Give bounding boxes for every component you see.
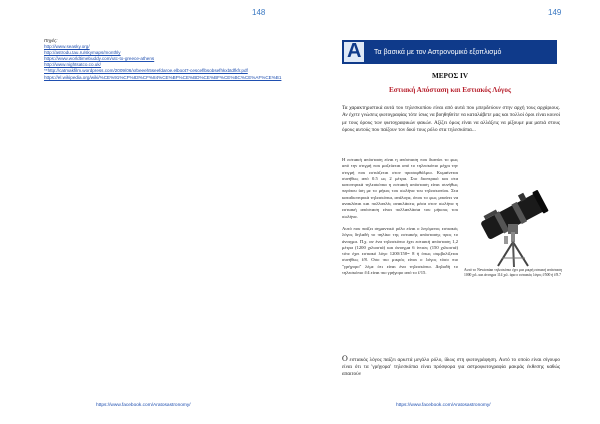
sources-heading: Πηγές: (44, 38, 58, 43)
source-link[interactable]: http://www.nightsatco.co.uk/ (44, 62, 101, 68)
footer-link-right[interactable]: https://www.facebook.com/Aratosastronomy/ (396, 403, 491, 408)
source-link[interactable]: https://www.worldtimebuddy.com/utc-to-greece-athens (44, 56, 155, 62)
source-link[interactable]: http://www.seasky.org/ (44, 44, 90, 50)
part-heading: ΜΕΡΟΣ IV (431, 72, 469, 80)
sources-list (44, 38, 282, 81)
page-number-right: 149 (548, 8, 562, 17)
right-page (300, 0, 600, 424)
banner-title: Τα βασικά με τον Αστρονομικό εξοπλισμό (374, 48, 502, 56)
source-link[interactable]: **http://catmakfilm.wordpress.com/2009/06/xrbeeeh5seefdaroe.elboot7-cesceflbsobsefhkxbtdfkfr.pdf (44, 68, 248, 74)
paragraph-focal-ratio: Αυτό που παίζει σημαντικό ρόλο είναι ο λεγόμενος εστιακός λόγος δηλαδή το πηλίκο της εστιακής απόστασης προς το άνοιγμα. Π.χ. αν ένα τηλεσκόπιο έχει εστιακή απόσταση 1,2 μέτρα (1200 χιλιοστά) και άνοιγμα 6 ίντσες (150 χιλιοστά) τότε έχει εστιακό λόγο 1200/150= 8 ή όπως συμβολίζεται συνήθως f/8. Οσο πιο μικρός είναι ο λόγος τόσο πιο "γρήγορο" λέμε ότι είναι ένα τηλεσκόπιο. Δηλαδή το τηλεσκόπιο f/4 είναι πιο γρήγορο από το f/15. (342, 225, 458, 276)
section-banner (342, 40, 557, 64)
article-title: Εστιακή Απόσταση και Εστιακός Λόγος (388, 86, 512, 94)
aratos-logo-icon (344, 42, 364, 62)
source-link[interactable]: https://el.wikipedia.org/wiki/%CE%91%CF%83%CF%84%CE%BF%CE%BD%CE%BF%CE%BC%CE%AF%CE%B1 (44, 74, 282, 80)
drop-cap: Ο (342, 354, 348, 363)
telescope-illustration-icon (468, 178, 560, 268)
bottom-paragraph-text: εστιακός λόγος παίζει αρκετά μεγάλο ρόλο, ίδιως στη φωτογράφηση. Αυτό το οποίο είναι σίγουρο είναι ότι τα 'γρήγορα' τηλεσκόπια είναι πρόσφορα για αστροφωτογραφία μακράς έκθεσης καθώς απαιτούν (342, 357, 560, 378)
logo-letter: A (347, 40, 362, 62)
intro-paragraph: Τα χαρακτηριστικά αυτά του τηλεσκοπίου είναι από αυτά που μπερδεύουν στην αρχή τους αρχάριους. Αν έχετε γνώσεις φωτογραφίας τότε ίσως να βοηθηθείτε να καταλάβετε μας και πολλοί όροι είναι κοινοί με τους όρους των φωτογραφικών φακών. Αξίζει όμως είναι να αλλάξεις να ρίξουμε μια ματιά στους όρους αυτούς που παίζουν τον δικό τους ρόλο στα τηλεσκόπια... (342, 105, 560, 133)
source-link[interactable]: http://astrodu.tau.ru/skymaps/monthly (44, 50, 121, 56)
bottom-paragraph (342, 355, 560, 379)
page-number-left: 148 (252, 8, 266, 17)
image-caption: Αυτό το Newtonian τηλεσκόπιο έχει μια μικρή εστιακή απόσταση 1000 χιλ. και άνοιγμα 114 χιλ. άρα ο εστιακός λόγος f/500 ή f/8.7 (464, 268, 562, 277)
paragraph-focal-length: Η εστιακή απόσταση είναι η απόσταση που διανύει το φως από την στιγμή που μαζεύεται από το τηλεσκόπιο μέχρι την στιγμή που εστιάζεται στον προσοφθάλμιο. Κυμαίνεται συνήθως από 0.5 ως 2 μέτρα. Στο διοπτρικό και στα κατοπτρικά τηλεσκόπια η εστιακή απόσταση είναι συνήθως περίπου ίση με το μήκος του σωλήνα του τηλεσκοπίου. Στα καταδιοπτρικά τηλεσκόπια, ανάλογα, όπου το φως μπαίνει να ανακλάται και πολλαπλές ανακλάσεις μέσα στον σωλήνα η εστιακή απόσταση είναι πολλαπλάσια του μήκους του σωλήνα. (342, 157, 458, 219)
text-column (342, 157, 458, 282)
footer-link-left[interactable]: https://www.facebook.com/Aratosastronomy/ (96, 403, 191, 408)
